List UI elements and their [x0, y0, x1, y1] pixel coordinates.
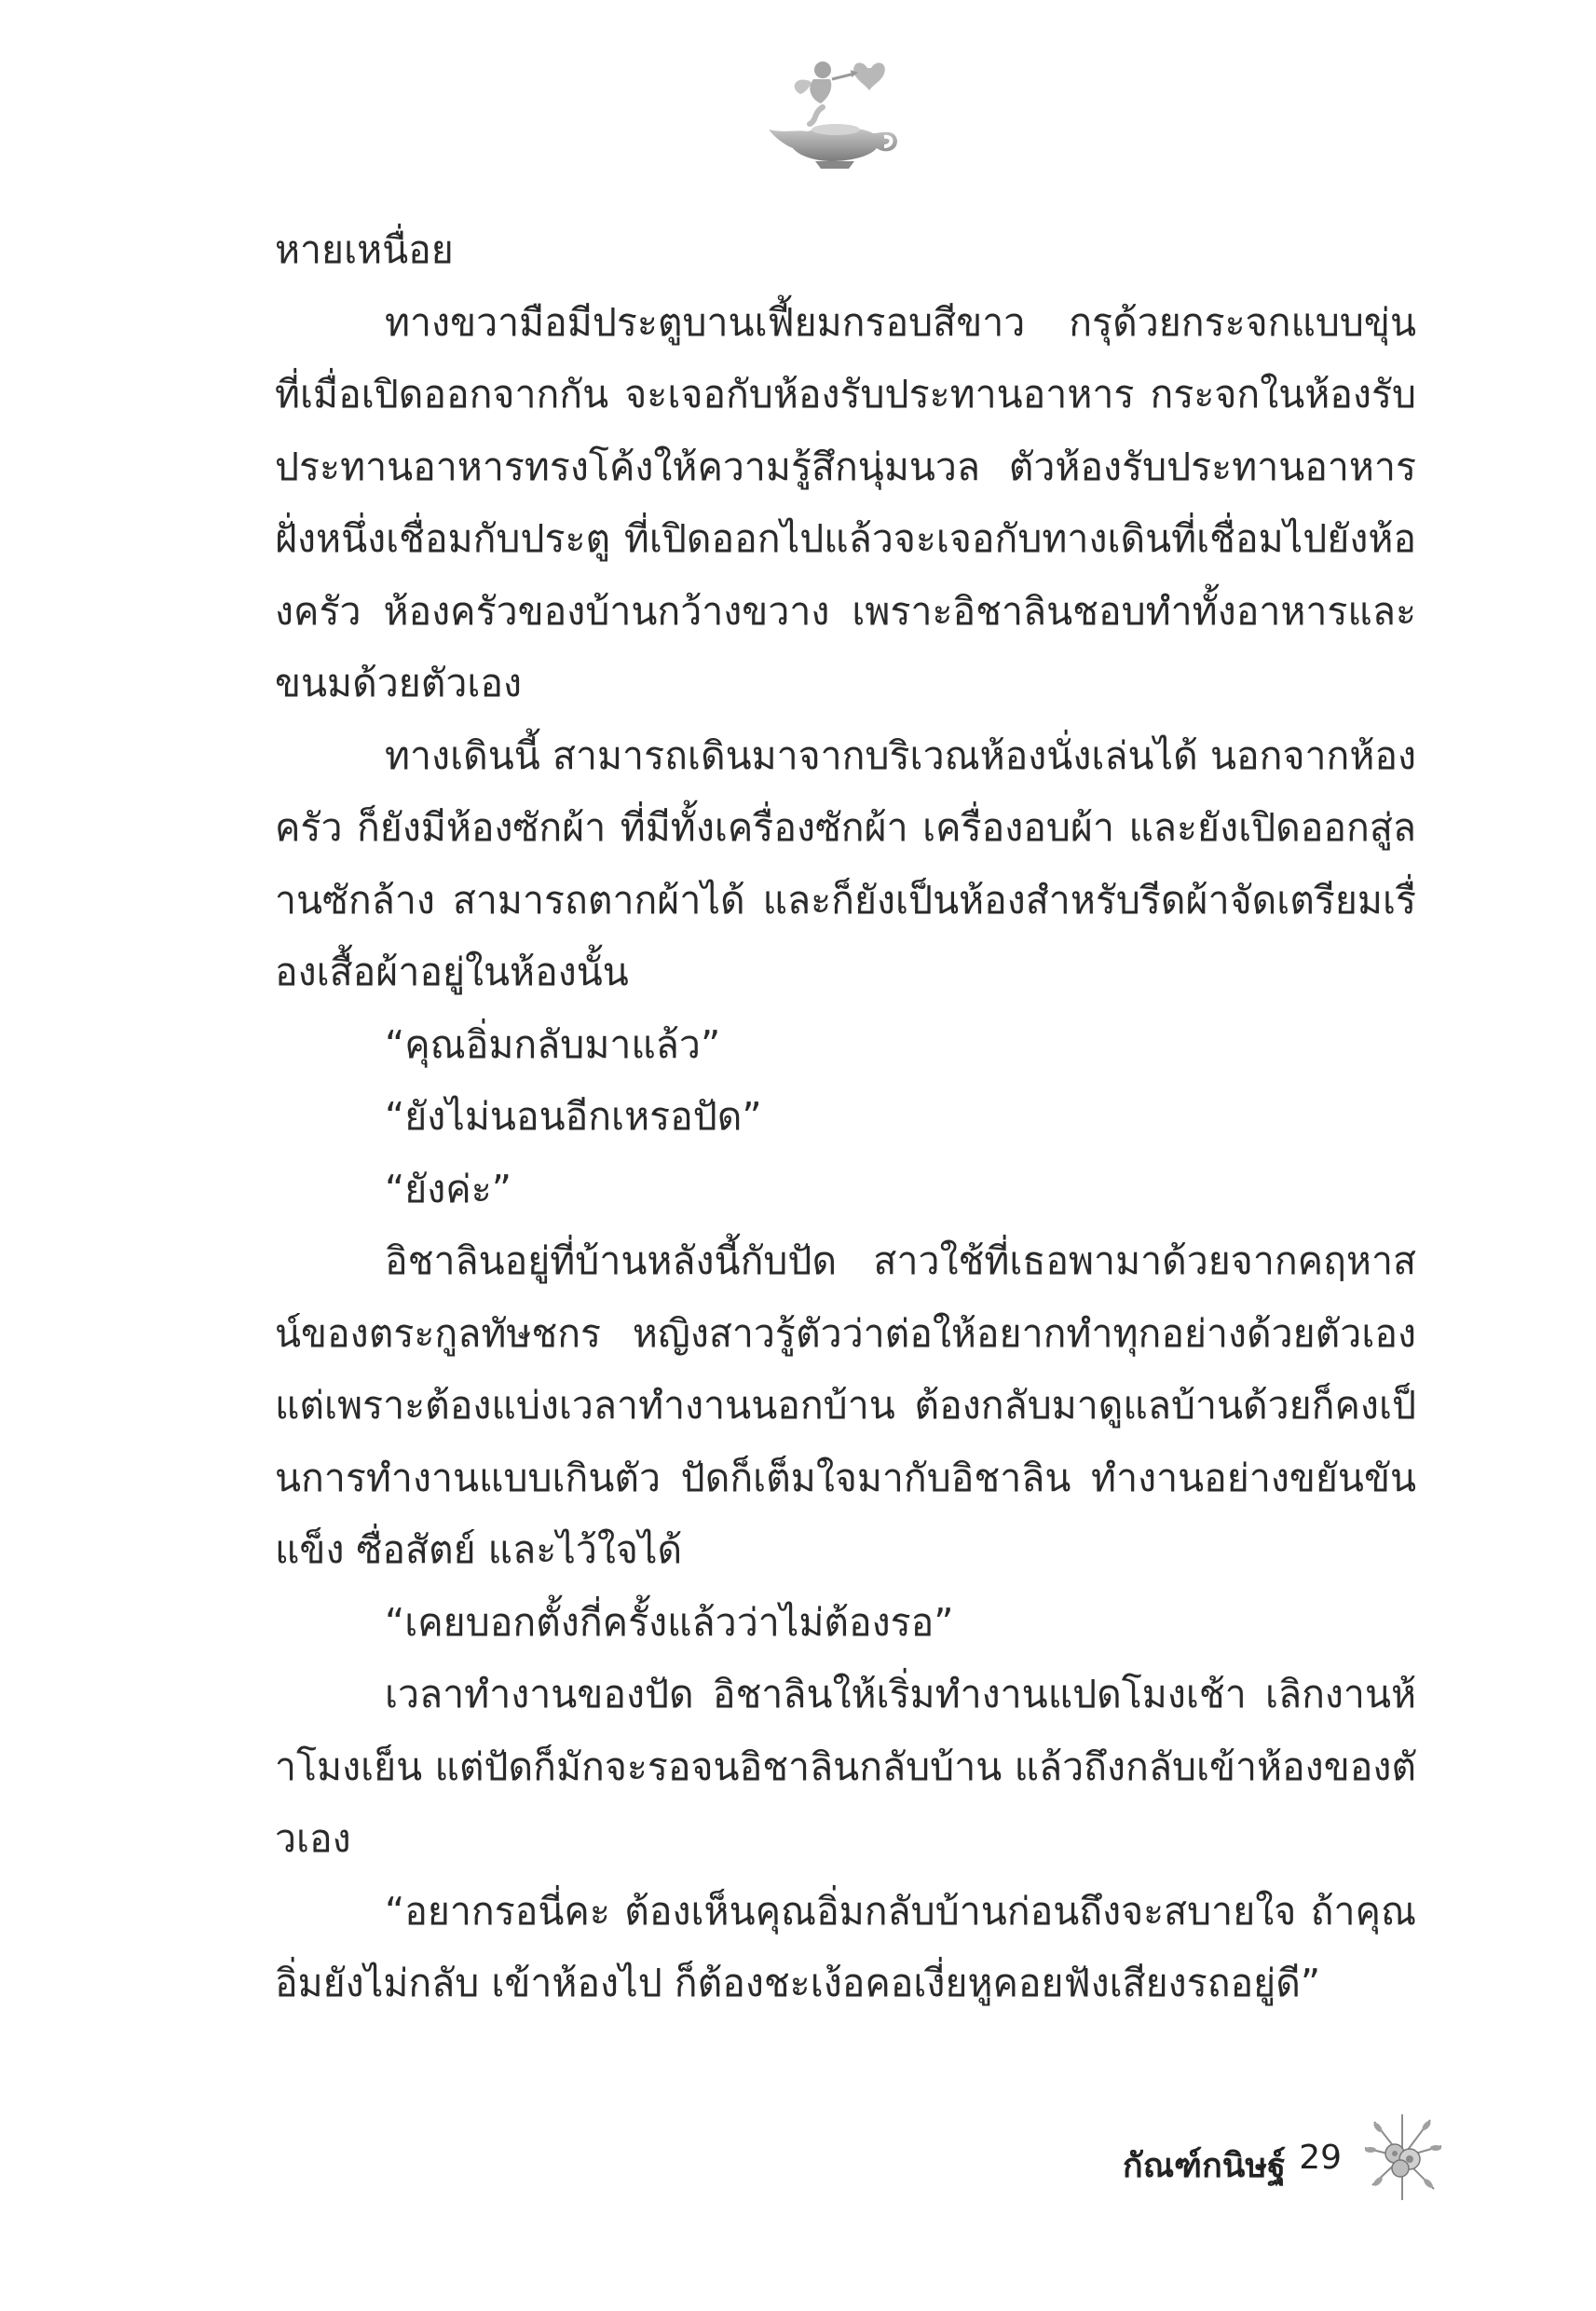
book-title: กัณฑ์กนิษฐ์ [1122, 2147, 1286, 2185]
dialogue-line: “เคยบอกตั้งกี่ครั้งแล้วว่าไม่ต้องรอ” [385, 1599, 954, 1645]
page-number: 29 [1299, 2139, 1342, 2177]
paragraph: หายเหนื่อย [275, 227, 454, 272]
page-footer [1025, 2111, 1472, 2213]
genie-lamp-icon [757, 51, 907, 172]
paragraph: ทางขวามือมีประตูบานเฟี้ยมกรอบสีขาว กรุด้วยกระจกแบบขุ่น ที่เมื่อเปิดออกจากกัน จะเจอกับห้องรับประทานอาหาร กระจกในห้องรับประทานอาหารทรงโค้งให้ความรู้สึกนุ่มนวล ตัวห้องรับประทานอาหารฝั่งหนึ่งเชื่อมกับประตู ที่เปิดออกไปแล้วจะเจอกับทางเดินที่เชื่อมไปยังห้องครัว ห้องครัวของบ้านกว้างขวาง เพราะอิชาลินชอบทำทั้งอาหารและขนมด้วยตัวเอง [275, 299, 1416, 705]
dialogue-line: “อยากรอนี่คะ ต้องเห็นคุณอิ่มกลับบ้านก่อนถึงจะสบายใจ ถ้าคุณอิ่มยังไม่กลับ เข้าห้องไป ก็ต้องชะเง้อคอเงี่ยหูคอยฟังเสียงรถอยู่ดี” [275, 1888, 1416, 2005]
dialogue-line: “ยังค่ะ” [385, 1166, 512, 1211]
paragraph: ทางเดินนี้ สามารถเดินมาจากบริเวณห้องนั่งเล่นได้ นอกจากห้องครัว ก็ยังมีห้องซักผ้า ที่มีทั้งเครื่องซักผ้า เครื่องอบผ้า และยังเปิดออกสู่ลานซักล้าง สามารถตากผ้าได้ และก็ยังเป็นห้องสำหรับรีดผ้าจัดเตรียมเรื่องเสื้อผ้าอยู่ในห้องนั้น [275, 732, 1416, 994]
flower-bouquet-icon [1356, 2111, 1449, 2204]
paragraph: อิชาลินอยู่ที่บ้านหลังนี้กับปัด สาวใช้ที่เธอพามาด้วยจากคฤหาสน์ของตระกูลทัษชกร หญิงสาวรู้ตัวว่าต่อให้อยากทำทุกอย่างด้วยตัวเองแต่เพราะต้องแบ่งเวลาทำงานนอกบ้าน ต้องกลับมาดูแลบ้านด้วยก็คงเป็นการทำงานแบบเกินตัว ปัดก็เต็มใจมากับอิชาลิน ทำงานอย่างขยันขันแข็ง ซื่อสัตย์ และไว้ใจได้ [275, 1238, 1416, 1572]
body-text [275, 214, 1416, 2020]
dialogue-line: “ยังไม่นอนอีกเหรอปัด” [385, 1094, 762, 1139]
paragraph: เวลาทำงานของปัด อิชาลินให้เริ่มทำงานแปดโมงเช้า เลิกงานห้าโมงเย็น แต่ปัดก็มักจะรอจนอิชาลินกลับบ้าน แล้วถึงกลับเข้าห้องของตัวเอง [275, 1672, 1416, 1861]
dialogue-line: “คุณอิ่มกลับมาแล้ว” [385, 1021, 721, 1067]
